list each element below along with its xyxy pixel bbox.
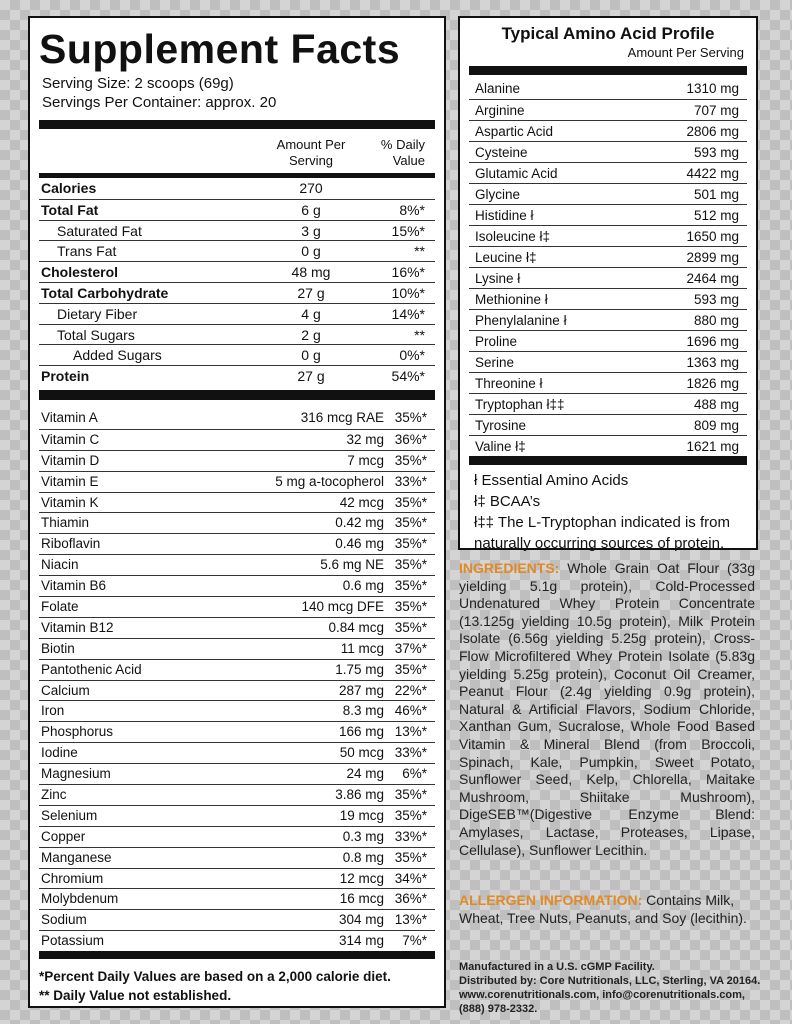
vitamin-label: Magnesium [41, 766, 111, 782]
nutrient-amount: 4 g [301, 305, 321, 322]
vitamin-label: Iodine [41, 745, 78, 761]
nutrient-label: Total Fat [41, 201, 99, 218]
vitamin-label: Potassium [41, 933, 105, 949]
vitamin-dv: 46%* [394, 703, 427, 719]
amino-value: 488 mg [693, 397, 739, 412]
vitamin-dv: 22%* [394, 682, 427, 698]
divider [469, 456, 747, 465]
amino-row [469, 204, 747, 225]
amino-value: 4422 mg [686, 166, 739, 181]
vitamin-label: Pantothenic Acid [41, 661, 142, 677]
vitamin-row [39, 909, 435, 930]
amino-label: Glycine [475, 187, 521, 202]
amino-label: Tyrosine [475, 418, 527, 433]
amino-label: Lysine ł [475, 271, 521, 286]
amino-label: Alanine [475, 81, 521, 96]
legend-essential: ł Essential Amino Acids [474, 472, 629, 489]
amount-header-line: Amount Per [276, 137, 346, 152]
amino-subtitle: Amount Per Serving [627, 45, 744, 60]
nutrient-amount: 27 g [297, 284, 325, 301]
vitamin-dv: 37%* [394, 640, 427, 656]
amino-label: Arginine [475, 103, 525, 118]
divider [469, 66, 747, 75]
amino-label: Isoleucine ł‡ [475, 229, 551, 244]
vitamin-amount: 12 mcg [339, 870, 384, 886]
amino-value: 1310 mg [686, 81, 739, 96]
ingredients-heading: INGREDIENTS: [459, 560, 560, 576]
nutrient-label: Added Sugars [73, 347, 162, 364]
vitamin-label: Biotin [41, 640, 75, 656]
vitamin-row [39, 408, 435, 429]
vitamin-amount: 7 mcg [347, 452, 384, 468]
vitamin-label: Riboflavin [41, 536, 101, 552]
vitamin-row [39, 930, 435, 951]
manufacturer-line: Manufactured in a U.S. cGMP Facility. [459, 961, 655, 973]
amino-row [469, 162, 747, 183]
vitamin-amount: 5 mg a-tocopherol [275, 473, 384, 489]
nutrient-label: Trans Fat [57, 243, 117, 260]
ingredients-block [459, 560, 755, 859]
nutrient-amount: 0 g [301, 347, 321, 364]
amino-label: Phenylalanine ł [475, 313, 567, 328]
vitamin-amount: 0.8 mg [342, 849, 384, 865]
vitamin-dv: 35%* [394, 598, 427, 614]
vitamin-dv: 34%* [394, 870, 427, 886]
nutrient-amount: 3 g [301, 222, 321, 239]
vitamin-amount: 42 mcg [339, 494, 384, 510]
vitamin-amount: 287 mg [338, 682, 384, 698]
amino-row [469, 393, 747, 414]
vitamin-label: Vitamin B12 [41, 619, 114, 635]
vitamin-dv: 35%* [394, 536, 427, 552]
amino-row [469, 183, 747, 204]
vitamin-dv: 35%* [394, 494, 427, 510]
nutrient-dv: 16%* [391, 264, 425, 281]
vitamin-dv: 13%* [394, 724, 427, 740]
vitamin-amount: 3.86 mg [335, 787, 384, 802]
amino-title: Typical Amino Acid Profile [501, 24, 715, 43]
amino-value: 1826 mg [686, 376, 739, 391]
amino-label: Serine [475, 355, 515, 370]
vitamin-dv: 7%* [402, 933, 427, 949]
amino-value: 707 mg [693, 103, 739, 118]
amino-label: Glutamic Acid [475, 166, 558, 181]
amino-row [469, 141, 747, 162]
footnote-dv: *Percent Daily Values are based on a 2,000 calorie diet. [39, 969, 391, 985]
nutrient-row [39, 344, 435, 365]
amino-value: 593 mg [693, 292, 739, 307]
footnotes [39, 967, 435, 1005]
amino-label: Aspartic Acid [475, 124, 554, 139]
amino-row [469, 372, 747, 393]
amino-label: Leucine ł‡ [475, 250, 537, 265]
vitamin-label: Chromium [41, 870, 104, 886]
amino-row [469, 246, 747, 267]
vitamin-row [39, 784, 435, 805]
amino-row [469, 267, 747, 288]
vitamin-label: Vitamin A [41, 409, 98, 425]
vitamin-label: Vitamin B6 [41, 578, 107, 594]
nutrient-row [39, 199, 435, 220]
servings-per-container: Servings Per Container: approx. 20 [42, 94, 277, 111]
allergen-block [459, 892, 755, 927]
amino-label: Histidine ł [475, 208, 534, 223]
vitamin-dv: 35%* [394, 807, 427, 823]
amino-label: Tryptophan ł‡‡ [475, 397, 565, 412]
nutrient-amount: 270 [299, 180, 323, 196]
amino-row [469, 120, 747, 141]
vitamin-amount: 0.3 mg [342, 828, 384, 844]
nutrient-row [39, 365, 435, 386]
vitamin-dv: 35%* [394, 557, 427, 573]
dv-header-line: Value [392, 153, 425, 168]
vitamin-dv: 33%* [394, 745, 427, 761]
amino-row [469, 351, 747, 372]
vitamin-row [39, 721, 435, 742]
amino-row [469, 99, 747, 120]
vitamin-dv: 6%* [402, 766, 427, 782]
legend-tryptophan: ł‡‡ The L-Tryptophan indicated is from naturally occurring sources of protein. [474, 514, 730, 552]
vitamin-amount: 314 mg [338, 933, 384, 949]
vitamin-table [39, 408, 435, 951]
footnote-not-established: ** Daily Value not established. [39, 988, 232, 1004]
nutrient-amount: 2 g [301, 326, 321, 343]
amino-row [469, 78, 747, 99]
amino-value: 501 mg [693, 187, 739, 202]
vitamin-amount: 316 mcg RAE [300, 409, 384, 425]
amino-acid-panel [458, 16, 758, 550]
vitamin-row [39, 847, 435, 868]
contact-line: www.corenutritionals.com, info@corenutritionals.com, [459, 989, 745, 1001]
vitamin-label: Folate [41, 598, 79, 614]
nutrient-row [39, 220, 435, 241]
nutrient-dv: 15%* [391, 222, 425, 239]
manufacturer-info [459, 960, 769, 1016]
vitamin-label: Phosphorus [41, 724, 114, 740]
vitamin-label: Selenium [41, 807, 98, 823]
vitamin-row [39, 575, 435, 596]
legend-bcaa: ł‡ BCAA’s [474, 493, 541, 510]
nutrient-row [39, 303, 435, 324]
vitamin-dv: 35%* [394, 409, 427, 425]
amino-row [469, 225, 747, 246]
vitamin-label: Sodium [41, 912, 87, 928]
vitamin-dv: 35%* [394, 578, 427, 594]
vitamin-row [39, 868, 435, 889]
nutrient-label: Total Sugars [57, 326, 135, 343]
amino-label: Cysteine [475, 145, 528, 160]
amino-value: 2806 mg [686, 124, 739, 139]
serving-size: Serving Size: 2 scoops (69g) [42, 75, 234, 92]
nutrient-label: Saturated Fat [57, 222, 142, 239]
amino-table [469, 78, 747, 456]
amino-value: 1650 mg [686, 229, 739, 244]
vitamin-label: Iron [41, 703, 65, 719]
vitamin-amount: 5.6 mg NE [320, 557, 384, 573]
dv-header-line: % Daily [380, 137, 425, 152]
vitamin-dv: 35%* [394, 515, 427, 531]
amino-label: Methionine ł [475, 292, 548, 307]
ingredients-text: Whole Grain Oat Flour (33g yielding 5.1g protein), Cold-Processed Undenatured Whey Protein Concentrate (13.125g yielding 10.5g protein), Milk Protein Isolate (6.56g yielding 5.25g protein), Cross-Flow Microfiltered Whey Protein Isolate (5.83g yielding 5.25g protein), Coconut Oil Creamer, Peanut Flour (2.4g yielding 0.9g protein), Natural & Artificial Flavors, Sodium Chloride, Xanthan Gum, Sucralose, Whole Food Based Vitamin & Mineral Blend (from Broccoli, Spinach, Kale, Pumpkin, Sweet Potato, Sunflower Seed, Kelp, Chlorella, Maitake Mushroom, Shiitake Mushroom), DigeSEB™(Digestive Enzyme Blend: Amylases, Lactase, Proteases, Lipase, Cellulase), Sunflower Lecithin. [459, 560, 755, 858]
vitamin-label: Calcium [41, 682, 90, 698]
allergen-heading: ALLERGEN INFORMATION: [459, 892, 643, 908]
amount-header-line: Serving [288, 153, 334, 168]
supplement-facts-title: Supplement Facts [39, 26, 401, 72]
vitamin-amount: 166 mg [338, 724, 384, 740]
vitamin-amount: 0.46 mg [335, 536, 384, 552]
amino-value: 512 mg [693, 208, 739, 223]
vitamin-amount: 50 mcg [339, 745, 384, 761]
vitamin-dv: 35%* [394, 849, 427, 865]
amino-label: Threonine ł [475, 376, 543, 391]
amino-value: 880 mg [693, 313, 739, 328]
amino-label: Valine ł‡ [475, 439, 526, 454]
vitamin-row [39, 742, 435, 763]
amino-value: 1696 mg [686, 334, 739, 349]
vitamin-row [39, 659, 435, 680]
amino-value: 1621 mg [686, 439, 739, 454]
vitamin-amount: 0.42 mg [335, 515, 384, 531]
amino-value: 593 mg [693, 145, 739, 160]
nutrient-table [39, 178, 435, 386]
vitamin-amount: 8.3 mg [342, 703, 384, 719]
vitamin-amount: 32 mg [346, 431, 384, 447]
vitamin-row [39, 805, 435, 826]
vitamin-row [39, 763, 435, 784]
vitamin-row [39, 888, 435, 909]
vitamin-amount: 1.75 mg [335, 661, 384, 677]
vitamin-row [39, 596, 435, 617]
nutrient-dv: 54%* [391, 368, 425, 385]
vitamin-amount: 0.84 mcg [328, 619, 384, 635]
amino-row [469, 309, 747, 330]
vitamin-label: Zinc [41, 787, 67, 802]
nutrient-row [39, 282, 435, 303]
vitamin-amount: 11 mcg [340, 640, 384, 656]
vitamin-dv: 33%* [394, 828, 427, 844]
dv-header [365, 137, 425, 169]
vitamin-label: Thiamin [41, 515, 90, 531]
amino-value: 809 mg [693, 418, 739, 433]
amino-row [469, 330, 747, 351]
nutrient-dv: 0%* [399, 347, 425, 364]
vitamin-row [39, 680, 435, 701]
vitamin-dv: 33%* [394, 473, 427, 489]
vitamin-row [39, 554, 435, 575]
amino-value: 1363 mg [686, 355, 739, 370]
amino-row [469, 288, 747, 309]
vitamin-dv: 36%* [394, 431, 427, 447]
nutrient-row [39, 178, 435, 199]
amino-legend [474, 470, 747, 554]
nutrient-dv: ** [414, 326, 425, 343]
vitamin-row [39, 512, 435, 533]
vitamin-row [39, 429, 435, 450]
vitamin-label: Copper [41, 828, 86, 844]
vitamin-label: Manganese [41, 849, 112, 865]
vitamin-amount: 19 mcg [339, 807, 384, 823]
divider [39, 951, 435, 959]
vitamin-dv: 35%* [394, 452, 427, 468]
vitamin-row [39, 492, 435, 513]
nutrient-label: Protein [41, 368, 90, 385]
nutrient-dv: 14%* [391, 305, 425, 322]
phone-line: (888) 978-2332. [459, 1003, 538, 1015]
amino-row [469, 414, 747, 435]
vitamin-label: Vitamin D [41, 452, 100, 468]
nutrient-row [39, 324, 435, 345]
divider [39, 120, 435, 129]
nutrient-amount: 6 g [301, 201, 321, 218]
nutrient-row [39, 261, 435, 282]
supplement-facts-panel [28, 16, 446, 1008]
vitamin-dv: 35%* [394, 619, 427, 635]
vitamin-row [39, 450, 435, 471]
vitamin-label: Vitamin E [41, 473, 99, 489]
vitamin-label: Niacin [41, 557, 79, 573]
nutrient-amount: 0 g [301, 243, 321, 260]
vitamin-label: Molybdenum [41, 891, 119, 907]
vitamin-row [39, 638, 435, 659]
nutrient-dv: 8%* [399, 201, 425, 218]
amount-header [271, 137, 351, 169]
nutrient-label: Dietary Fiber [57, 305, 138, 322]
vitamin-amount: 16 mcg [339, 891, 384, 907]
amino-label: Proline [475, 334, 518, 349]
nutrient-dv: ** [414, 243, 425, 260]
nutrient-label: Total Carbohydrate [41, 284, 169, 301]
amino-value: 2464 mg [686, 271, 739, 286]
allergen-text: Contains Milk, Wheat, Tree Nuts, Peanuts, and Soy (lecithin). [459, 892, 747, 926]
vitamin-amount: 24 mg [346, 766, 384, 782]
vitamin-row [39, 700, 435, 721]
nutrient-amount: 27 g [297, 368, 325, 385]
vitamin-row [39, 617, 435, 638]
vitamin-dv: 36%* [394, 891, 427, 907]
amino-row [469, 435, 747, 456]
facts-header [39, 129, 435, 173]
vitamin-amount: 140 mcg DFE [301, 598, 384, 614]
vitamin-dv: 35%* [394, 787, 427, 802]
distributor-line: Distributed by: Core Nutritionals, LLC, Sterling, VA 20164. [459, 975, 761, 987]
nutrient-dv: 10%* [391, 284, 425, 301]
vitamin-label: Vitamin C [41, 431, 100, 447]
vitamin-dv: 35%* [394, 661, 427, 677]
vitamin-label: Vitamin K [41, 494, 99, 510]
vitamin-row [39, 826, 435, 847]
nutrient-row [39, 240, 435, 261]
vitamin-amount: 304 mg [338, 912, 384, 928]
amino-value: 2899 mg [686, 250, 739, 265]
nutrient-amount: 48 mg [291, 264, 331, 281]
divider [39, 390, 435, 400]
vitamin-dv: 13%* [394, 912, 427, 928]
vitamin-amount: 0.6 mg [342, 578, 384, 594]
nutrient-label: Cholesterol [41, 264, 119, 281]
vitamin-row [39, 533, 435, 554]
nutrient-label: Calories [41, 180, 97, 196]
vitamin-row [39, 471, 435, 492]
